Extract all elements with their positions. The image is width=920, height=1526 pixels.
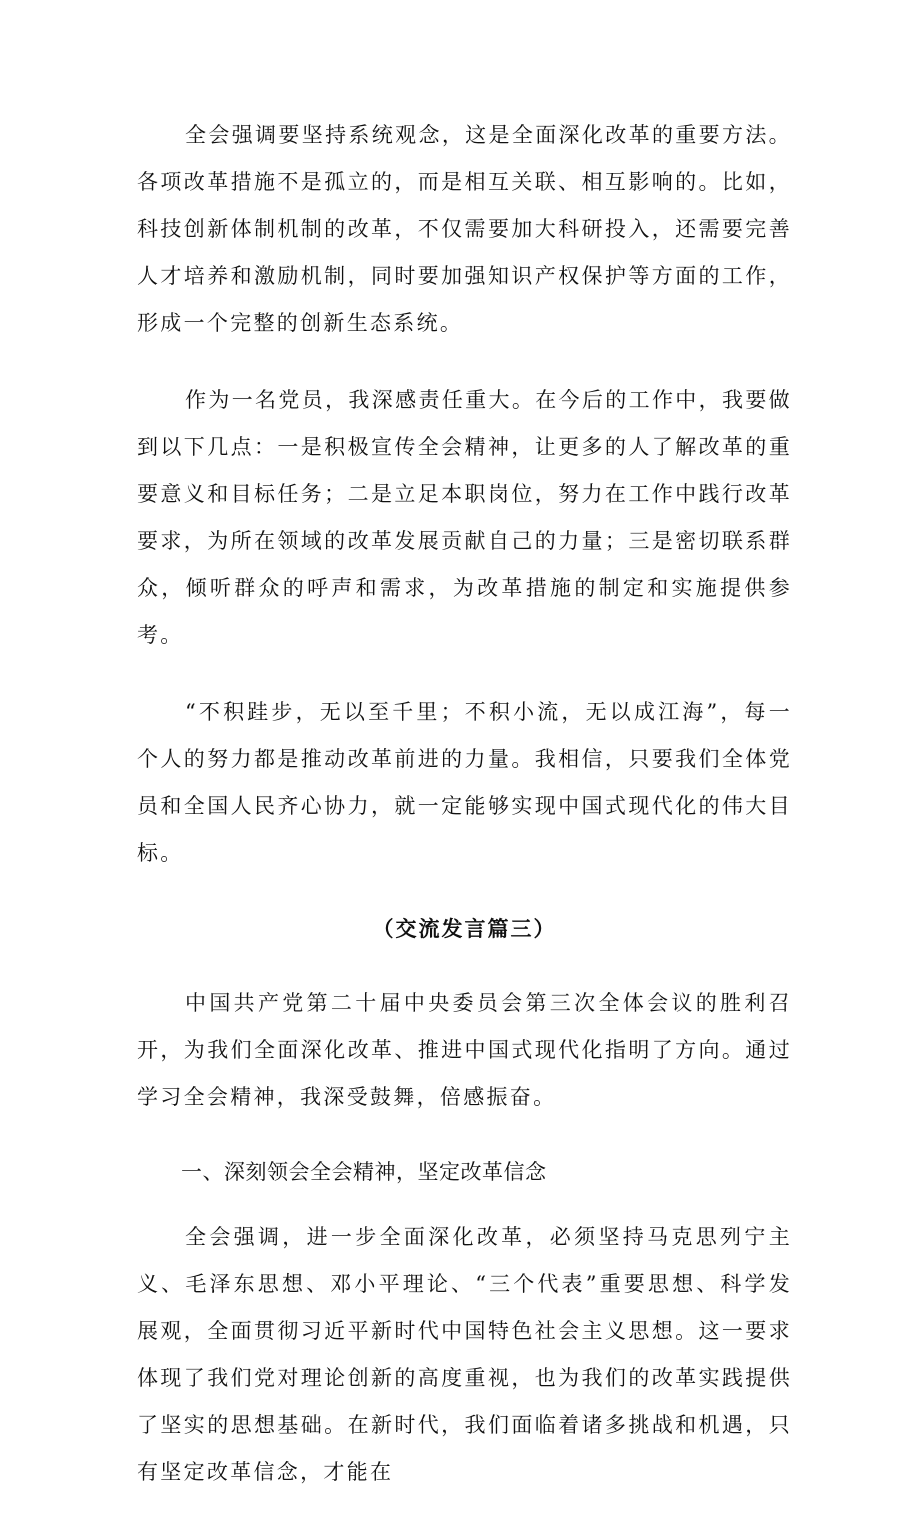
document-page <box>137 112 792 1526</box>
section-title: （交流发言篇三） <box>372 916 557 941</box>
section-heading: 一、深刻领会全会精神，坚定改革信念 <box>181 1160 547 1184</box>
intro-paragraph: 中国共产党第二十届中央委员会第三次全体会议的胜利召开，为我们全面深化改革、推进中国式现代化指明了方向。通过学习全会精神，我深受鼓舞，倍感振奋。 <box>137 991 792 1109</box>
body-paragraph: 全会强调要坚持系统观念，这是全面深化改革的重要方法。各项改革措施不是孤立的，而是相互关联、相互影响的。比如，科技创新体制机制的改革，不仅需要加大科研投入，还需要完善人才培养和激励机制，同时要加强知识产权保护等方面的工作，形成一个完整的创新生态系统。 <box>137 123 792 335</box>
body-paragraph: “不积跬步，无以至千里；不积小流，无以成江海”，每一个人的努力都是推动改革前进的力量。我相信，只要我们全体党员和全国人民齐心协力，就一定能够实现中国式现代化的伟大目标。 <box>137 700 792 865</box>
body-paragraph: 全会强调，进一步全面深化改革，必须坚持马克思列宁主义、毛泽东思想、邓小平理论、“三个代表”重要思想、科学发展观，全面贯彻习近平新时代中国特色社会主义思想。这一要求体现了我们党对理论创新的高度重视，也为我们的改革实践提供了坚实的思想基础。在新时代，我们面临着诸多挑战和机遇，只有坚定改革信念，才能在 <box>137 1225 792 1484</box>
body-paragraph: 作为一名党员，我深感责任重大。在今后的工作中，我要做到以下几点：一是积极宣传全会精神，让更多的人了解改革的重要意义和目标任务；二是立足本职岗位，努力在工作中践行改革要求，为所在领域的改革发展贡献自己的力量；三是密切联系群众，倾听群众的呼声和需求，为改革措施的制定和实施提供参考。 <box>137 388 792 647</box>
